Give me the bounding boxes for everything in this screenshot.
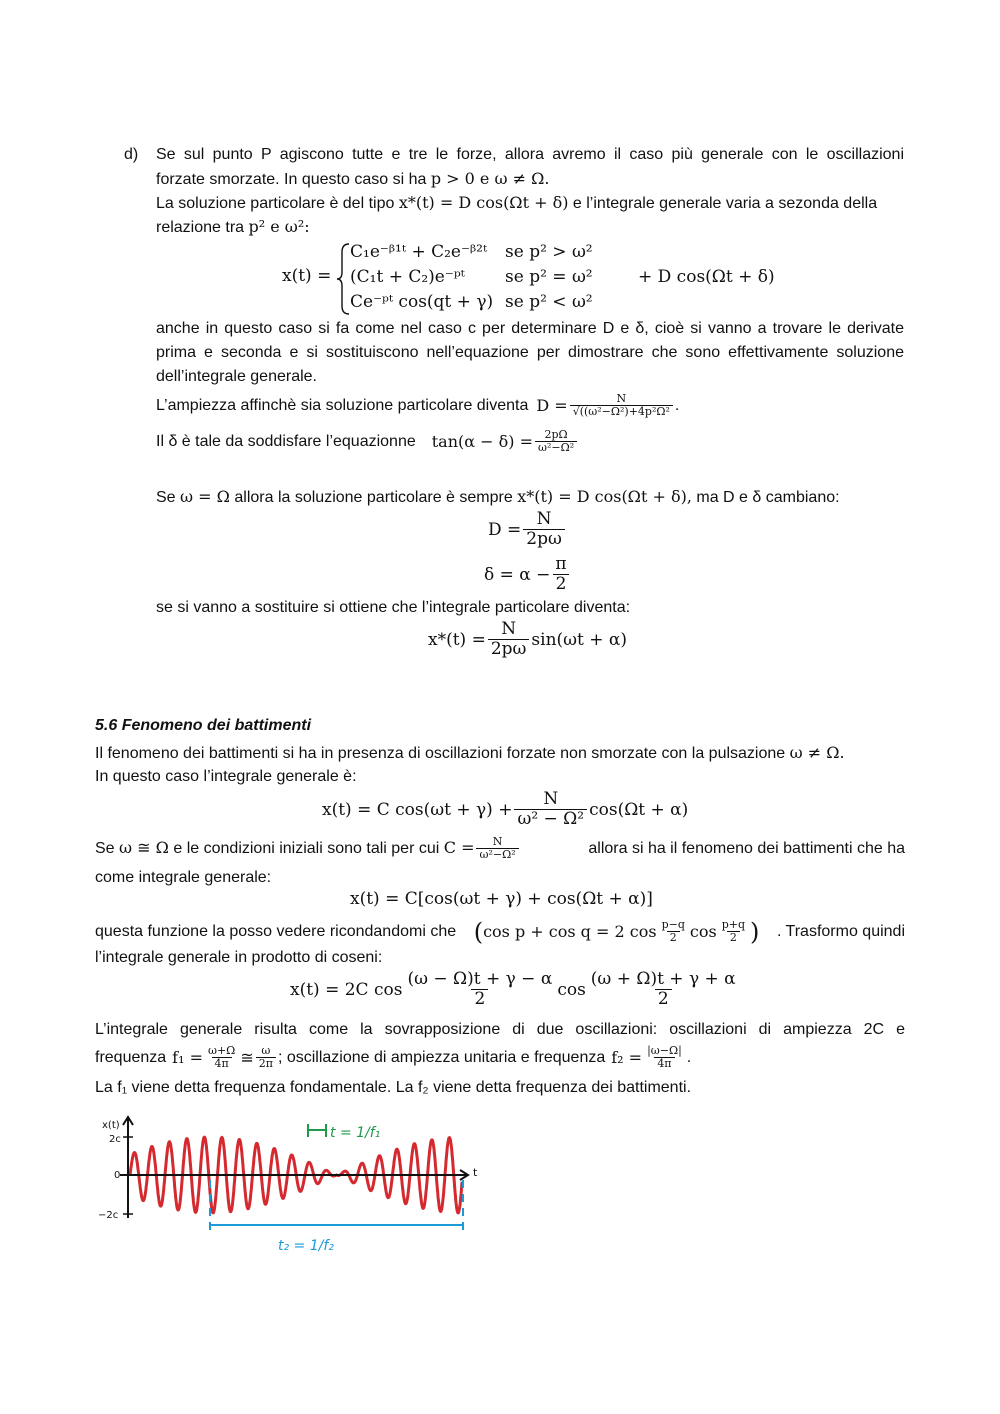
paragraph-line: prima e seconda e si sostituiscono nell’equazione per dimostrare che sono effettivamente soluzione [156, 344, 904, 361]
denominator: 4π [212, 1057, 232, 1071]
math-inline: δ = α − [484, 564, 551, 585]
text-run: . [686, 1048, 692, 1066]
denominator: 2 [471, 989, 488, 1010]
math-inline: D = [488, 519, 522, 540]
paragraph-line: Se sul punto P agiscono tutte e tre le forze, allora avremo il caso più generale con le oscillazioni [156, 146, 904, 163]
green-label: t = 1/f₁ [330, 1125, 381, 1141]
tick-label-bottom: −2c [98, 1210, 119, 1221]
math-inline: tan(α − δ) = [431, 431, 534, 451]
text-run: La soluzione particolare è del tipo [156, 195, 395, 212]
section-title: 5.6 Fenomeno dei battimenti [95, 717, 312, 734]
text-run: questa funzione la posso vedere ricondandomi che [95, 922, 457, 940]
math-inline: sin(ωt + α) [531, 629, 628, 650]
denominator: ω²−Ω² [535, 441, 577, 455]
math-inline: x*(t) = [428, 629, 486, 650]
denominator: 2 [655, 989, 672, 1010]
paragraph-line [95, 919, 905, 945]
denominator: 2pω [488, 639, 530, 660]
paragraph-line: La f₁ viene detta frequenza fondamentale. La f₂ viene detta frequenza dei battimenti. [95, 1079, 692, 1096]
paragraph-line [95, 1045, 691, 1071]
math-inline: x*(t) = D cos(Ωt + δ) [398, 193, 569, 212]
fraction [523, 510, 565, 549]
numerator: N [616, 392, 627, 405]
case-condition: se p² > ω² [505, 242, 593, 262]
paren-close: ) [750, 917, 760, 946]
numerator: N [543, 789, 559, 809]
math-inline: ≅ [240, 1047, 254, 1067]
numerator: (ω + Ω)t + γ + α [590, 969, 736, 989]
equation-product [290, 970, 741, 1009]
fraction [488, 620, 530, 659]
paragraph-line: L’integrale generale risulta come la sovrapposizione di due oscillazioni: oscillazioni di ampiezza 2C e [95, 1021, 905, 1038]
fraction [644, 1045, 685, 1071]
math-inline: f₁ = [172, 1047, 203, 1067]
equation-delta [484, 555, 572, 594]
paragraph-line: anche in questo caso si fa come nel caso c per determinare D e δ, cioè si vanno a trovare le derivate [156, 320, 904, 337]
fraction [256, 1045, 276, 1071]
fraction [588, 970, 739, 1009]
text-run: allora la soluzione particolare è sempre [234, 489, 513, 506]
equation-beats: x(t) = C[cos(ωt + γ) + cos(Ωt + α)] [350, 889, 653, 909]
numerator: p−q [661, 918, 685, 931]
system-rhs: + D cos(Ωt + δ) [638, 267, 775, 287]
math-inline: D = [536, 395, 568, 415]
math-inline: x*(t) = D cos(Ωt + δ), [517, 487, 692, 506]
equation-D [488, 510, 567, 549]
case-expression: Ce⁻ᵖᵗ cos(qt + γ) [350, 292, 494, 312]
amplitude-line [156, 393, 679, 419]
numerator: 2pΩ [544, 428, 568, 441]
fraction [719, 919, 748, 945]
tick-label-top: 2c [109, 1134, 121, 1145]
fraction [404, 970, 555, 1009]
denominator: √((ω²−Ω²)+4p²Ω² [570, 405, 673, 419]
text-run: relazione tra [156, 219, 245, 236]
paragraph-line: l’integrale generale in prodotto di coseni: [95, 949, 383, 966]
math-inline: cos [557, 979, 586, 1000]
text-run: e le condizioni iniziali sono tali per cui [173, 840, 440, 858]
text-run: ; oscillazione di ampiezza unitaria e frequenza [277, 1048, 606, 1066]
case-expression: (C₁t + C₂)e⁻ᵖᵗ [350, 267, 465, 287]
text-run: Se [156, 489, 176, 506]
denominator: 2 [553, 574, 570, 595]
text-run: . Trasformo quindi [776, 922, 905, 940]
math-inline: x(t) = 2C cos [290, 979, 403, 1000]
text-run: ma D e δ cambiano: [696, 489, 840, 506]
text-run: L’ampiezza affinchè sia soluzione particolare diventa [156, 396, 529, 414]
fraction [659, 919, 688, 945]
item-marker: d) [124, 146, 139, 163]
text-run: e l’integrale generale varia a sezonda della [572, 195, 878, 212]
tick-label-zero: 0 [114, 1170, 121, 1181]
math-inline [474, 919, 760, 945]
text-run: . [674, 396, 680, 414]
denominator: 4π [654, 1057, 674, 1071]
paragraph-line: dell’integrale generale. [156, 368, 317, 385]
beats-sketch [90, 1110, 490, 1270]
denominator: 2 [727, 931, 740, 945]
denominator: 2pω [523, 529, 565, 550]
numerator: N [536, 509, 552, 529]
denominator: 2π [256, 1057, 276, 1071]
paragraph-line: In questo caso l’integrale generale è: [95, 768, 357, 785]
numerator: (ω − Ω)t + γ − α [407, 969, 553, 989]
numerator: p+q [721, 918, 745, 931]
case-expression: C₁e⁻ᵝ¹ᵗ + C₂e⁻ᵝ²ᵗ [350, 242, 488, 262]
math-inline: ω ≅ Ω [119, 838, 169, 858]
text-run: frequenza [95, 1048, 167, 1066]
fraction [476, 836, 518, 862]
text-run: Se [95, 840, 115, 858]
math-inline: cos [689, 921, 717, 941]
math-inline: cos p + cos q = 2 cos [483, 921, 657, 941]
blue-label: t₂ = 1/f₂ [278, 1238, 334, 1254]
equation-general [322, 790, 688, 829]
numerator: ω [261, 1044, 271, 1057]
fraction [514, 790, 587, 829]
text-run: allora si ha il fenomeno dei battimenti che ha [588, 839, 905, 857]
text-run: Il δ è tale da soddisfare l’equazionne [156, 432, 416, 450]
paragraph-line [95, 836, 905, 862]
math-inline: cos(Ωt + α) [589, 799, 689, 820]
paragraph-line [156, 215, 310, 240]
fraction [205, 1045, 238, 1071]
numerator: π [555, 554, 567, 574]
paragraph-line: come integrale generale: [95, 869, 272, 886]
numerator: N [501, 619, 517, 639]
text-run: forzate smorzate. In questo caso si ha [156, 171, 427, 188]
equation-particular [428, 620, 627, 659]
fraction [570, 393, 673, 419]
text-run: Il fenomeno dei battimenti si ha in presenza di oscillazioni forzate non smorzate con la pulsazione [95, 745, 786, 762]
fraction [552, 555, 569, 594]
math-inline: p > 0 e ω ≠ Ω. [430, 169, 550, 188]
denominator: 2 [667, 931, 680, 945]
math-inline: C = [443, 838, 475, 858]
delta-line [156, 429, 579, 455]
paragraph-line [156, 485, 840, 510]
numerator: N [492, 835, 503, 848]
denominator: ω²−Ω² [476, 848, 518, 862]
case-condition: se p² < ω² [505, 292, 593, 312]
paragraph-line: se si vanno a sostituire si ottiene che l’integrale particolare diventa: [156, 599, 631, 616]
numerator: ω+Ω [208, 1044, 236, 1057]
paragraph-line [95, 741, 845, 766]
fraction [535, 429, 577, 455]
math-inline: x(t) = C cos(ωt + γ) + [322, 799, 513, 820]
system-lhs: x(t) = [282, 266, 332, 286]
math-inline: ω = Ω [180, 487, 230, 506]
paren-open: ( [473, 917, 484, 946]
numerator: |ω−Ω| [647, 1044, 682, 1057]
math-inline: ω ≠ Ω. [789, 743, 845, 762]
y-axis-label: x(t) [102, 1120, 120, 1131]
x-axis-label: t [473, 1166, 478, 1179]
math-inline: p² e ω²: [248, 217, 310, 236]
text-run [95, 836, 521, 862]
math-inline: f₂ = [611, 1047, 643, 1067]
paragraph-line [156, 191, 877, 216]
paragraph-line [156, 167, 549, 192]
case-condition: se p² = ω² [505, 267, 593, 287]
denominator: ω² − Ω² [514, 809, 587, 830]
